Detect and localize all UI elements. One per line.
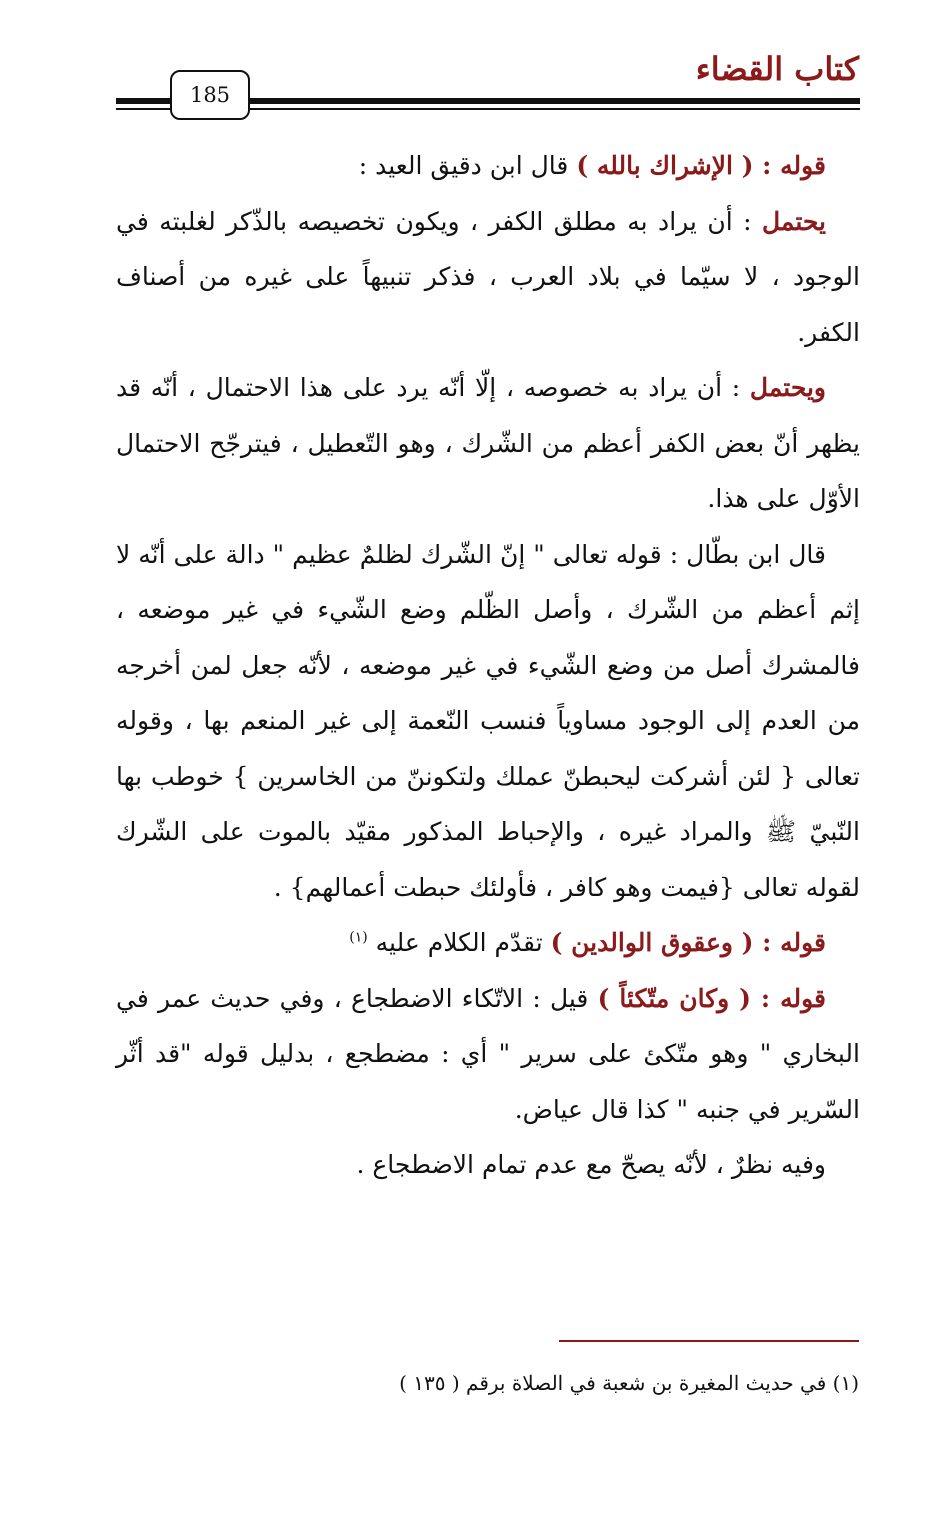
page-number: 185	[189, 83, 231, 107]
paragraph-text: : أن يراد به مطلق الكفر ، ويكون تخصيصه بالذّكر لغلبته في الوجود ، لا سيّما في بلاد العرب ، فذكر تنبيهاً على غيره من أصناف الكفر.	[116, 206, 860, 347]
paragraph-6	[116, 971, 860, 1138]
quote-label: قوله : ( وكان متّكئاً )	[597, 983, 826, 1013]
paragraph-text: وفيه نظرٌ ، لأنّه يصحّ مع عدم تمام الاضطجاع .	[356, 1150, 826, 1179]
page-header	[0, 0, 945, 130]
quote-label: قوله : ( الإشراك بالله )	[576, 151, 826, 180]
paragraph-4	[116, 527, 860, 916]
paragraph-text: قال ابن دقيق العيد :	[358, 151, 577, 180]
paragraph-2	[116, 194, 860, 361]
paragraph-text: تقدّم الكلام عليه	[375, 928, 551, 957]
page-number-badge	[170, 70, 250, 120]
paragraph-text: : أن يراد به خصوصه ، إلّا أنّه يرد على هذا الاحتمال ، أنّه قد يظهر أنّ بعض الكفر أعظم من الشّرك ، وهو التّعطيل ، فيترجّح الاحتمال الأوّل على هذا.	[116, 373, 860, 513]
footnote-reference[interactable]: (١)	[349, 929, 368, 946]
footnote-divider	[559, 1340, 859, 1342]
footnote: (١) في حديث المغيرة بن شعبة في الصلاة برقم ( ١٣٥ )	[399, 1371, 859, 1395]
paragraph-text: قيل : الاتّكاء الاضطجاع ، وفي حديث عمر في البخاري " وهو متّكئ على سرير " أي : مضطجع ، بدليل قوله "قد أثّر السّرير في جنبه " كذا قال عياض.	[116, 983, 860, 1124]
paragraph-1	[116, 138, 860, 194]
main-text	[116, 138, 860, 1193]
paragraph-text: قال ابن بطّال : قوله تعالى " إنّ الشّرك لظلمٌ عظيم " دالة على أنّه لا إثم أعظم من الشّرك ، وأصل الظّلم وضع الشّيء في غير موضعه ، فالمشرك أصل من وضع الشّيء في غير موضعه ، لأنّه جعل لمن أخرجه من العدم إلى الوجود مساوياً فنسب النّعمة إلى غير المنعم بها ، وقوله تعالى { لئن أشركت ليحبطنّ عملك ولتكوننّ من الخاسرين } خوطب بها النّبيّ ﷺ والمراد غيره ، والإحباط المذكور مقيّد بالموت على الشّرك لقوله تعالى {فيمت وهو كافر ، فأولئك حبطت أعمالهم} .	[116, 539, 860, 902]
term-label: يحتمل	[761, 206, 826, 236]
paragraph-5	[116, 915, 860, 971]
paragraph-7	[116, 1137, 860, 1193]
quote-label: قوله : ( وعقوق الوالدين )	[550, 928, 826, 957]
term-label: ويحتمل	[749, 373, 826, 402]
paragraph-3	[116, 360, 860, 527]
book-title: كتاب القضاء	[695, 50, 859, 88]
